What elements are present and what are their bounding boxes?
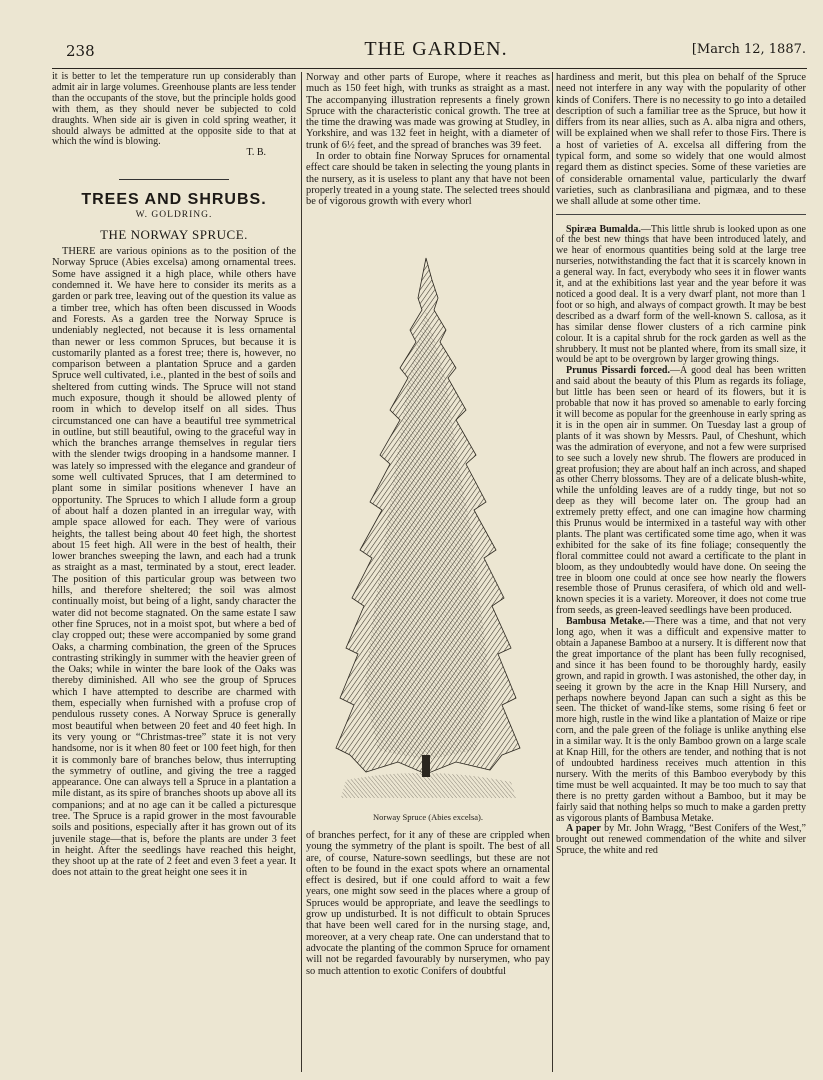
- wragg-heading: A paper: [566, 823, 601, 835]
- bambusa-text: —There was a time, and that not very long ago, when it was a difficult and expensive matter to obtain a Japanese Bamboo at a nursery. It is different now that the great importance of the plant has been fully recognised, and since it has been found to be thoroughly hardy, easily grown, and rapid in growth. I was astonished, the other day, in seeing it grown by the acre in the Knap Hill Nursery, and perhaps nowhere beyond Japan can such a sight as this be seen. The thicket of wand-like stems, some rising 6 feet or more high, rustle in the wind like a plantation of Maize or ripe corn, and the pale green of the foliage is unlike anything else in a similar way. It is the only Bamboo grown on a large scale at Knap Hill, for the others are tender, and nothing that is not of undoubted hardiness receives much attention in this nursery. With the merits of this Bamboo everybody by this time must be well acquainted. It may be too much to say that there is no pretty garden without a Bamboo, but it may be fairly said that nothing helps so much to make a garden pretty as vigorous plants of Bambusa Metake.: [556, 616, 806, 824]
- norway-spruce-illustration: [306, 250, 550, 825]
- spruce-tree-drawing: [306, 250, 550, 810]
- article-paragraph: In order to obtain fine Norway Spruces for ornamental effect care should be taken in selecting the young plants in the nursery, as it is useless to plant any that have not been properly treated in a young state. The selected trees should be of vigorous growth with every whorl: [306, 151, 550, 208]
- prunus-paragraph: [556, 366, 806, 617]
- column-middle-bottom: [306, 830, 550, 977]
- header-rule: [52, 68, 807, 69]
- article-paragraph: Norway and other parts of Europe, where it reaches as much as 150 feet high, with trunks as straight as a mast. The accompanying illustration represents a finely grown Spruce with the characteristic conical growth. The tree at the time the drawing was made was growing at Studley, in Yorkshire, and was 132 feet in height, with a diameter of trunk of 6½ feet, and the spread of branches was 39 feet.: [306, 72, 550, 151]
- intro-paragraph: it is better to let the temperature run up considerably than admit air in large volumes. Greenhouse plants are less tender than the occupants of the stove, but the principle holds good with them, as they should never be subjected to cold draughts. When side air is given in cold spring weather, it should always be admitted at the opposite side to that at which the wind is blowing.: [52, 71, 296, 148]
- page-header: [66, 40, 806, 70]
- spiraea-heading: Spiræa Bumalda.: [566, 223, 641, 235]
- bambusa-heading: Bambusa Metake.: [566, 616, 645, 628]
- page-number: 238: [66, 42, 95, 60]
- article-paragraph: hardiness and merit, but this plea on behalf of the Spruce need not interfere in any way with the popularity of other kinds of Conifers. There is no necessity to go into a detailed description of such a familiar tree as the Spruce, but how it differs from its near allies, such as A. alba nigra and others, will be explained when we shall refer to those Firs. There is a host of varieties of A. excelsa all differing from the typical form, and some so widely that one would almost regard them as distinct species. Some of these varieties are of considerable ornamental value, particularly the dwarf varieties, such as clanbrasiliana and pigmæa, and to these we shall allude at some other time.: [556, 72, 806, 208]
- section-title: TREES AND SHRUBS.: [81, 191, 267, 209]
- spiraea-paragraph: [556, 225, 806, 367]
- wragg-paragraph: [556, 824, 806, 857]
- bambusa-paragraph: [556, 617, 806, 824]
- prunus-heading: Prunus Pissardi forced.: [566, 365, 670, 377]
- section-divider: [119, 179, 229, 180]
- article-title: THE NORWAY SPRUCE.: [100, 226, 248, 242]
- column-middle-top: [306, 72, 550, 208]
- spiraea-text: —This little shrub is looked upon as one of the best new things that have been introduced lately, and we hear of enormous quantities being sold at the large tree nurseries, notwithstanding the fact that it is scarcely known in a general way. In fact, everybody who sees it in flower wants it, and at the exhibitions last year and the year before it was noticed a good deal. It is a very dwarf plant, not more than 1 foot or so high, and always of compact growth. It may be best described as a dwarf form of the well-known S. callosa, as it has similar dense flower clusters of a rich carmine pink colour. It is a capital shrub for the rock garden as well as the shrubbery. It must not be planted where, from its small size, it would be apt to be overgrown by larger growing things.: [556, 223, 806, 366]
- section-rule: [556, 214, 806, 215]
- column-left: [52, 72, 296, 879]
- article-paragraph: of branches perfect, for it any of these are crippled when young the symmetry of the plant is spoilt. The best of all are, of course, Nature-sown seedlings, but these are not often to be found in the exact spots where an ornamental effect is desired, but if one could afford to wait a few years, one might sow seed in the places where a group of Spruces would be appropriate, and leave the seedlings to grow up undisturbed. It is not difficult to obtain Spruces that have been well cared for in the nursing stage, and, moreover, at a very cheap rate. One can understand that to advocate the planting of the common Spruce for ornament will not be regarded favourably by nurserymen, who pay so much attention to exotic Conifers of doubtful: [306, 830, 550, 977]
- article-author: W. GOLDRING.: [135, 209, 213, 220]
- prunus-text: —A good deal has been written and said about the beauty of this Plum as regards its foliage, but little has been seen or heard of its flowers, but it is probable that now it has proved so amenable to early forcing it will become as popular for the greenhouse in early spring as it is in the open air in summer. On Tuesday last a group of plants of it was shown by Messrs. Paul, of Cheshunt, which was the admiration of everyone, and not a few were surprised to see such a lovely new shrub. The flowers are produced in great profusion; they are about half an inch across, and shaped as other Cherry blossoms. They are of a delicate blush-white, while the unfolding leaves are of a ruddy tinge, but not so deep as they will become later on. The group had an extremely pretty effect, and one can imagine how charming this Prunus would be intermixed in a tasteful way with other plants. The plant was certificated some time ago, when it was exhibited for the sake of its fine foliage; consequently the floral committee could not award a certificate to the plant in bloom, as they undoubtedly would have done. On seeing the tree in bloom one could at once see how nearly the flowers resemble those of Prunus cerasifera, of which old and well-known species it is a variety. Moreover, it does not come true from seeds, as green-leaved seedlings have been produced.: [556, 365, 806, 617]
- article-body: THERE are various opinions as to the position of the Norway Spruce (Abies excelsa) among ornamental trees. Some have assigned it a high place, while others have condemned it. We have here to consider its merits as a garden or park tree, leaving out of the question its value as a timber tree, which has often been discussed in Woods and Forests. As a garden tree the Norway Spruce is undeniably neglected, not because it is less ornamental than newer or less common Spruces, but because it is customarily planted as a forest tree; there is, however, no comparison between a plantation Spruce and a garden Spruce well cultivated, i.e., planted in the best of soils and sheltered from cutting winds. The Spruce will not stand much exposure, though it should be allowed plenty of room in which to develop itself on all sides. Thus circumstanced one can have a beautiful tree symmetrical in outline, but still beautiful, owing to the graceful way in which the branches arrange themselves in regular tiers with the slender twigs drooping in a handsome manner. I was lately so impressed with the elegance and grandeur of some well cultivated Spruces, that I am determined to plant some in similar positions whenever I have an opportunity. The Spruces to which I allude form a group of about half a dozen planted in an irregular way, with ample space allowed for each. They were of various heights, the tallest being about 40 feet high, the shortest about 15 feet high. All were in the best of health, their lower branches sweeping the lawn, and each had a trunk as straight as a mast, terminated by a stout, erect leader. The position of this particular group was between two hills, and therefore sheltered; the soil was almost continually moist, but being of a light, sandy character the water did not become stagnated. On the same estate I saw other fine Spruces, not in a moist spot, but where a bed of clay cropped out; these were accompanied by some grand Oaks, a charming combination, the green of the Spruces contrasting strikingly in summer with the heavier green of the Oaks; while in winter the bare look of the Oaks was thereby diminished. All who see the group of Spruces which I have attempted to describe are charmed with them, especially when furnished with a profuse crop of pendulous russety cones. A Norway Spruce is generally most beautiful when between 20 feet and 40 feet high. In its very young or “Christmas-tree” state it is not very handsome, nor is it when 80 feet or 100 feet high, for then it is commonly bare of branches below, thus interrupting the symmetry of outline, and giving the tree a ragged appearance. One can always tell a Spruce in a plantation a mile distant, as its spire of branches shoots up above all its companions; and at no age can it be called a picturesque tree. The Spruce is a rapid grower in the most favourable soils and positions, especially after it has grown out of its juvenile stage—that is, before the plants are under 3 feet in height. After the seedlings have reached this height, they shoot up at the rate of 2 feet and even 3 feet a year. It does not attain to the great height one sees it in: [52, 246, 296, 879]
- issue-date: [March 12, 1887.: [691, 42, 806, 57]
- figure-caption: Norway Spruce (Abies excelsa).: [373, 812, 483, 822]
- column-divider: [552, 72, 553, 1072]
- column-divider: [301, 72, 302, 1072]
- column-right: [556, 72, 806, 857]
- masthead: THE GARDEN.: [364, 38, 508, 60]
- wragg-text: by Mr. John Wragg, “Best Conifers of the West,” brought out renewed commendation of the white and silver Spruce, the white and red: [556, 823, 806, 857]
- intro-signature: T. B.: [246, 147, 266, 159]
